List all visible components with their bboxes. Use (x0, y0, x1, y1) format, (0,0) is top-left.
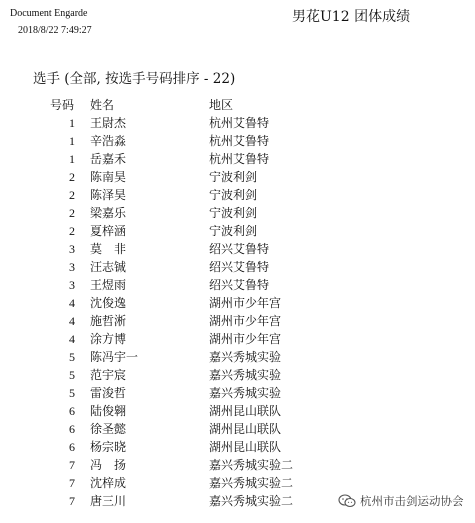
watermark-text: 杭州市击剑运动协会 (360, 494, 464, 508)
table-header-row (0, 96, 475, 114)
document-title: 男花U12 团体成绩 (292, 9, 411, 25)
player-name: 陆俊翱 (90, 404, 127, 418)
wechat-icon (338, 494, 356, 508)
player-number: 5 (69, 350, 75, 364)
player-number: 1 (69, 134, 75, 148)
table-row (0, 294, 475, 312)
player-name: 夏梓涵 (90, 224, 127, 238)
player-name: 王尉杰 (90, 116, 127, 130)
player-name: 施哲淅 (90, 314, 127, 328)
player-region: 绍兴艾鲁特 (209, 260, 270, 274)
player-region: 杭州艾鲁特 (209, 134, 270, 148)
player-number: 6 (69, 422, 75, 436)
table-row (0, 114, 475, 132)
player-number: 2 (69, 188, 75, 202)
player-region: 湖州市少年宫 (209, 314, 282, 328)
player-number: 1 (69, 116, 75, 130)
app-name: Document Engarde (10, 8, 88, 19)
player-name: 雷浚哲 (90, 386, 127, 400)
player-number: 5 (69, 386, 75, 400)
player-name: 冯 扬 (90, 458, 127, 472)
player-region: 杭州艾鲁特 (209, 116, 270, 130)
column-header-region: 地区 (209, 98, 234, 112)
player-name: 沈俊逸 (90, 296, 127, 310)
section-title: 选手 (全部, 按选手号码排序 - 22) (33, 71, 236, 87)
table-row (0, 420, 475, 438)
player-name: 杨宗晓 (90, 440, 127, 454)
table-row (0, 240, 475, 258)
player-name: 王煜雨 (90, 278, 127, 292)
player-region: 嘉兴秀城实验二 (209, 494, 294, 508)
player-region: 杭州艾鲁特 (209, 152, 270, 166)
table-row (0, 312, 475, 330)
table-row (0, 132, 475, 150)
player-number: 4 (69, 296, 75, 310)
player-region: 嘉兴秀城实验二 (209, 458, 294, 472)
table-row (0, 204, 475, 222)
table-body (0, 114, 475, 510)
player-number: 5 (69, 368, 75, 382)
table-row (0, 402, 475, 420)
player-number: 2 (69, 170, 75, 184)
player-number: 3 (69, 242, 75, 256)
player-region: 宁波利剑 (209, 206, 258, 220)
table-row (0, 438, 475, 456)
table-row (0, 348, 475, 366)
watermark (338, 490, 464, 512)
player-number: 7 (69, 494, 75, 508)
player-number: 3 (69, 278, 75, 292)
player-name: 岳嘉禾 (90, 152, 127, 166)
player-name: 陈冯宇一 (90, 350, 139, 364)
player-number: 7 (69, 458, 75, 472)
player-region: 湖州市少年宫 (209, 296, 282, 310)
player-region: 湖州昆山联队 (209, 404, 282, 418)
player-region: 嘉兴秀城实验二 (209, 476, 294, 490)
player-region: 嘉兴秀城实验 (209, 350, 282, 364)
player-number: 1 (69, 152, 75, 166)
player-name: 辛浩淼 (90, 134, 127, 148)
player-number: 4 (69, 314, 75, 328)
player-number: 4 (69, 332, 75, 346)
player-name: 陈南昊 (90, 170, 127, 184)
player-name: 涂方博 (90, 332, 127, 346)
player-region: 绍兴艾鲁特 (209, 278, 270, 292)
player-name: 沈梓成 (90, 476, 127, 490)
player-number: 6 (69, 404, 75, 418)
player-region: 宁波利剑 (209, 188, 258, 202)
player-name: 徐圣懿 (90, 422, 127, 436)
player-number: 2 (69, 224, 75, 238)
column-header-number: 号码 (50, 98, 75, 112)
table-row (0, 384, 475, 402)
player-number: 2 (69, 206, 75, 220)
player-name: 范宇宸 (90, 368, 127, 382)
player-name: 梁嘉乐 (90, 206, 127, 220)
table-row (0, 150, 475, 168)
player-region: 绍兴艾鲁特 (209, 242, 270, 256)
player-number: 3 (69, 260, 75, 274)
print-timestamp: 2018/8/22 7:49:27 (18, 25, 92, 36)
player-number: 6 (69, 440, 75, 454)
table-row (0, 456, 475, 474)
player-name: 汪志铖 (90, 260, 127, 274)
player-region: 嘉兴秀城实验 (209, 368, 282, 382)
table-row (0, 366, 475, 384)
player-name: 陈泽昊 (90, 188, 127, 202)
player-region: 宁波利剑 (209, 170, 258, 184)
table-row (0, 186, 475, 204)
player-region: 湖州昆山联队 (209, 440, 282, 454)
results-table (0, 96, 475, 510)
column-header-name: 姓名 (90, 98, 115, 112)
player-region: 宁波利剑 (209, 224, 258, 238)
table-row (0, 330, 475, 348)
player-region: 嘉兴秀城实验 (209, 386, 282, 400)
player-region: 湖州市少年宫 (209, 332, 282, 346)
table-row (0, 258, 475, 276)
table-row (0, 168, 475, 186)
player-region: 湖州昆山联队 (209, 422, 282, 436)
player-number: 7 (69, 476, 75, 490)
player-name: 唐三川 (90, 494, 127, 508)
table-row (0, 222, 475, 240)
table-row (0, 276, 475, 294)
player-name: 莫 非 (90, 242, 127, 256)
